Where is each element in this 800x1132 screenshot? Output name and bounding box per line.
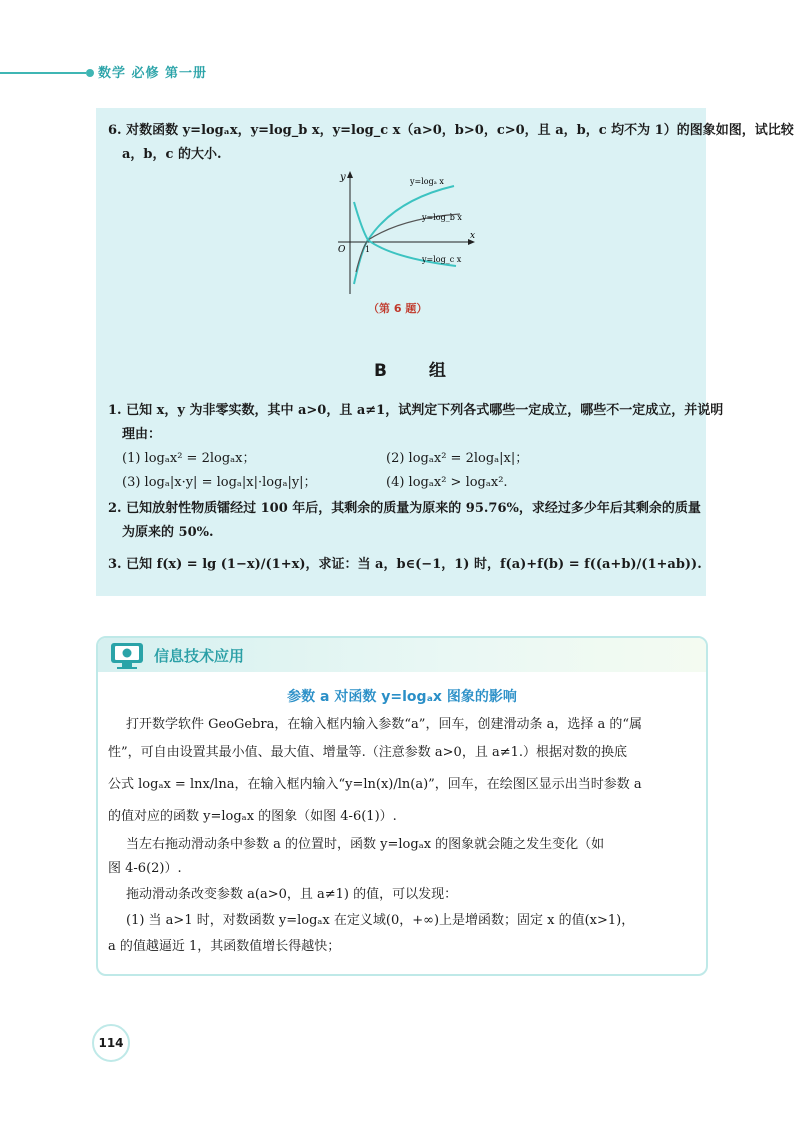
info-tech-header-label: 信息技术应用 (154, 647, 245, 665)
running-head-dot (86, 69, 94, 77)
curve-a (354, 186, 454, 284)
log-curves-figure (332, 168, 482, 298)
page-number: 114 (92, 1024, 130, 1062)
info-paragraph-4: 的值对应的函数 y=logₐx 的图象（如图 4-6(1)）. (108, 809, 397, 824)
info-tech-title: 参数 a 对函数 y=logₐx 图象的影响 (287, 689, 517, 705)
info-tech-box (96, 636, 708, 976)
exercise-box (96, 108, 794, 596)
info-paragraph-3: 公式 logₐx = lnx/lna，在输入框内输入“y=ln(x)/ln(a)”，回车，在绘图区显示出当时参数 a (108, 777, 642, 792)
y-axis-arrow-icon (347, 171, 353, 178)
running-head-text: 数学 必修 第一册 (98, 66, 208, 81)
b2-line-2: 为原来的 50%. (122, 525, 214, 540)
b2-line-1: 2. 已知放射性物质镭经过 100 年后，其剩余的质量为原来的 95.76%，求经过多少年后其剩余的质量 (108, 501, 701, 516)
curve-a-label: y=logₐ x (410, 177, 444, 186)
b1-item-1: (1) logₐx² = 2logₐx； (122, 451, 256, 466)
curve-b-label: y=log_b x (422, 213, 462, 222)
y-axis-label: y (340, 172, 346, 183)
group-b-title: B 组 (374, 361, 464, 381)
info-paragraph-9: a 的值越逼近 1，其函数值增长得越快； (108, 939, 341, 954)
b1-item-4: (4) logₐx² > logₐx². (386, 475, 508, 490)
info-paragraph-8: (1) 当 a>1 时，对数函数 y=logₐx 在定义域(0，+∞)上是增函数；固定 x 的值(x>1)， (126, 913, 635, 928)
curve-c-label: y=log_c x (422, 255, 462, 264)
info-paragraph-2: 性”，可自由设置其最小值、最大值、增量等.（注意参数 a>0，且 a≠1.）根据对数的换底 (108, 745, 628, 760)
x-tick-one: 1 (365, 245, 371, 254)
question-6-line-2: a，b，c 的大小. (122, 147, 222, 162)
b1-item-2: (2) logₐx² = 2logₐ|x|； (386, 451, 529, 466)
info-paragraph-7: 拖动滑动条改变参数 a(a>0，且 a≠1) 的值，可以发现： (126, 887, 458, 902)
b1-item-3: (3) logₐ|x·y| = logₐ|x|·logₐ|y|； (122, 475, 317, 490)
b1-line-1: 1. 已知 x，y 为非零实数，其中 a>0，且 a≠1，试判定下列各式哪些一定成立，哪些不一定成立，并说明 (108, 403, 724, 418)
question-6-line-1: 6. 对数函数 y=logₐx，y=log_b x，y=log_c x（a>0，b>0，c>0，且 a，b，c 均不为 1）的图象如图，试比较 (108, 123, 794, 138)
x-axis-label: x (470, 231, 476, 241)
b3-line-1: 3. 已知 f(x) = lg (1−x)/(1+x)，求证：当 a，b∈(−1，1) 时，f(a)+f(b) = f((a+b)/(1+ab)). (108, 557, 702, 572)
running-head-rule (0, 72, 86, 74)
b1-line-2: 理由： (122, 427, 162, 442)
info-tech-header (98, 638, 706, 672)
info-paragraph-6: 图 4-6(2)）. (108, 861, 182, 876)
monitor-icon (110, 642, 144, 670)
info-paragraph-5: 当左右拖动滑动条中参数 a 的位置时，函数 y=logₐx 的图象就会随之发生变化（如 (126, 837, 605, 852)
origin-label: O (338, 245, 346, 255)
figure-caption: （第 6 题） (368, 302, 428, 315)
running-head (0, 60, 260, 84)
info-paragraph-1: 打开数学软件 GeoGebra，在输入框内输入参数“a”，回车，创建滑动条 a，选择 a 的“属 (126, 717, 642, 732)
